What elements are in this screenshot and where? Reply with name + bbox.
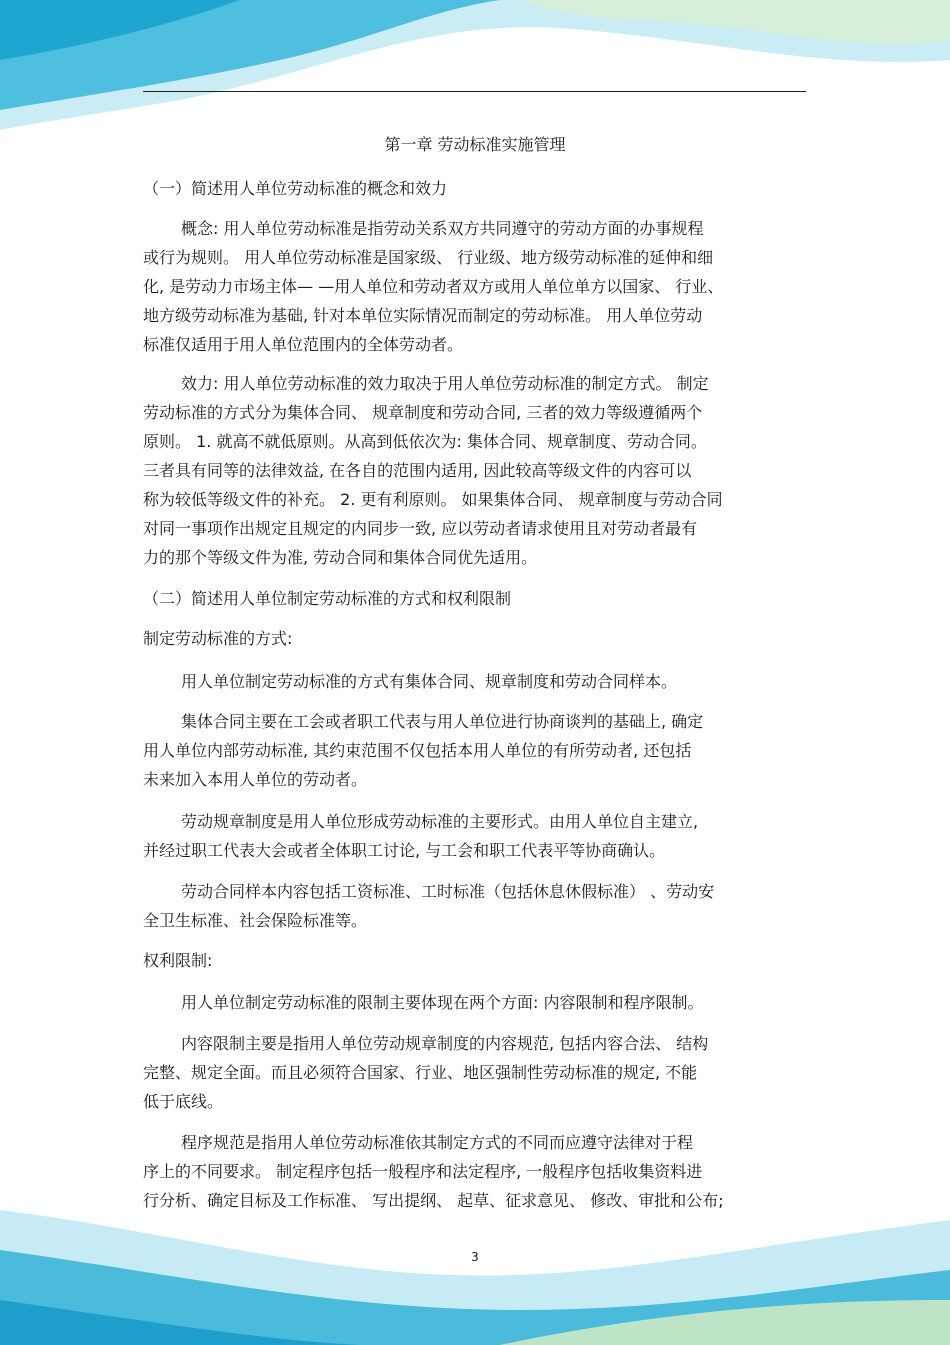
limits-label (143, 946, 808, 975)
text-line: 全卫生标准、社会保险标准等。 (143, 911, 368, 930)
text-line: 劳动标准的方式分为集体合同、 规章制度和劳动合同, 三者的效力等级遵循两个 (143, 403, 703, 422)
page-number: 3 (471, 1250, 479, 1264)
text-line: 劳动规章制度是用人单位形成劳动标准的主要形式。由用人单位自主建立, (181, 812, 699, 831)
methods-label (143, 624, 808, 653)
text-line: 力的那个等级文件为准, 劳动合同和集体合同优先适用。 (143, 548, 538, 567)
text-line: 用人单位制定劳动标准的限制主要体现在两个方面: 内容限制和程序限制。 (181, 993, 704, 1012)
heading-line: （一）简述用人单位劳动标准的概念和效力 (143, 179, 448, 198)
paragraph-limits (143, 988, 808, 1017)
text-line: 权利限制: (143, 951, 213, 970)
paragraph-procedure (143, 1128, 808, 1215)
text-line: 概念: 用人单位劳动标准是指劳动关系双方共同遵守的劳动方面的办事规程 (181, 219, 704, 238)
text-line: 制定劳动标准的方式: (143, 629, 293, 648)
paragraph-collective-contract (143, 707, 808, 794)
text-line: 集体合同主要在工会或者职工代表与用人单位进行协商谈判的基础上, 确定 (181, 712, 704, 731)
text-line: 化, 是劳动力市场主体— —用人单位和劳动者双方或用人单位单方以国家、 行业、 (143, 277, 724, 296)
text-line: 原则。 1. 就高不就低原则。从高到低依次为: 集体合同、规章制度、劳动合同。 (143, 432, 707, 451)
paragraph-contract-sample (143, 877, 808, 935)
paragraph-effect (143, 369, 808, 572)
text-line: 对同一事项作出规定且规定的内同步一致, 应以劳动者请求使用且对劳动者最有 (143, 519, 698, 538)
section-heading-2 (143, 584, 808, 613)
text-line: 内容限制主要是指用人单位劳动规章制度的内容规范, 包括内容合法、 结构 (181, 1034, 709, 1053)
text-line: 用人单位内部劳动标准, 其约束范围不仅包括本用人单位的有所劳动者, 还包括 (143, 741, 692, 760)
text-line: 未来加入本用人单位的劳动者。 (143, 770, 368, 789)
chapter-title: 第一章 劳动标准实施管理 (384, 135, 566, 154)
text-line: 劳动合同样本内容包括工资标准、工时标准（包括休息休假标准） 、劳动安 (181, 882, 715, 901)
text-line: 称为较低等级文件的补充。 2. 更有利原则。 如果集体合同、 规章制度与劳动合同 (143, 490, 723, 509)
text-line: 序上的不同要求。 制定程序包括一般程序和法定程序, 一般程序包括收集资料进 (143, 1162, 703, 1181)
paragraph-rules (143, 807, 808, 865)
header-rule (143, 91, 806, 92)
text-line: 用人单位制定劳动标准的方式有集体合同、规章制度和劳动合同样本。 (181, 672, 678, 691)
paragraph-methods (143, 667, 808, 696)
paragraph-content-limit (143, 1029, 808, 1116)
text-line: 并经过职工代表大会或者全体职工讨论, 与工会和职工代表平等协商确认。 (143, 841, 666, 860)
text-line: 或行为规则。 用人单位劳动标准是国家级、 行业级、地方级劳动标准的延伸和细 (143, 248, 714, 267)
text-line: 标准仅适用于用人单位范围内的全体劳动者。 (143, 335, 464, 354)
text-line: 三者具有同等的法律效益, 在各自的范围内适用, 因此较高等级文件的内容可以 (143, 461, 692, 480)
text-line: 行分析、确定目标及工作标准、 写出提纲、 起草、征求意见、 修改、审批和公布; (143, 1191, 724, 1210)
heading-line: （二）简述用人单位制定劳动标准的方式和权利限制 (143, 589, 512, 608)
text-line: 低于底线。 (143, 1092, 224, 1111)
text-line: 效力: 用人单位劳动标准的效力取决于用人单位劳动标准的制定方式。 制定 (181, 374, 709, 393)
paragraph-concept (143, 214, 808, 359)
text-line: 程序规范是指用人单位劳动标准依其制定方式的不同而应遵守法律对于程 (181, 1133, 694, 1152)
text-line: 地方级劳动标准为基础, 针对本单位实际情况而制定的劳动标准。 用人单位劳动 (143, 306, 703, 325)
text-line: 完整、规定全面。而且必须符合国家、行业、地区强制性劳动标准的规定, 不能 (143, 1063, 698, 1082)
section-heading-1 (143, 174, 808, 203)
